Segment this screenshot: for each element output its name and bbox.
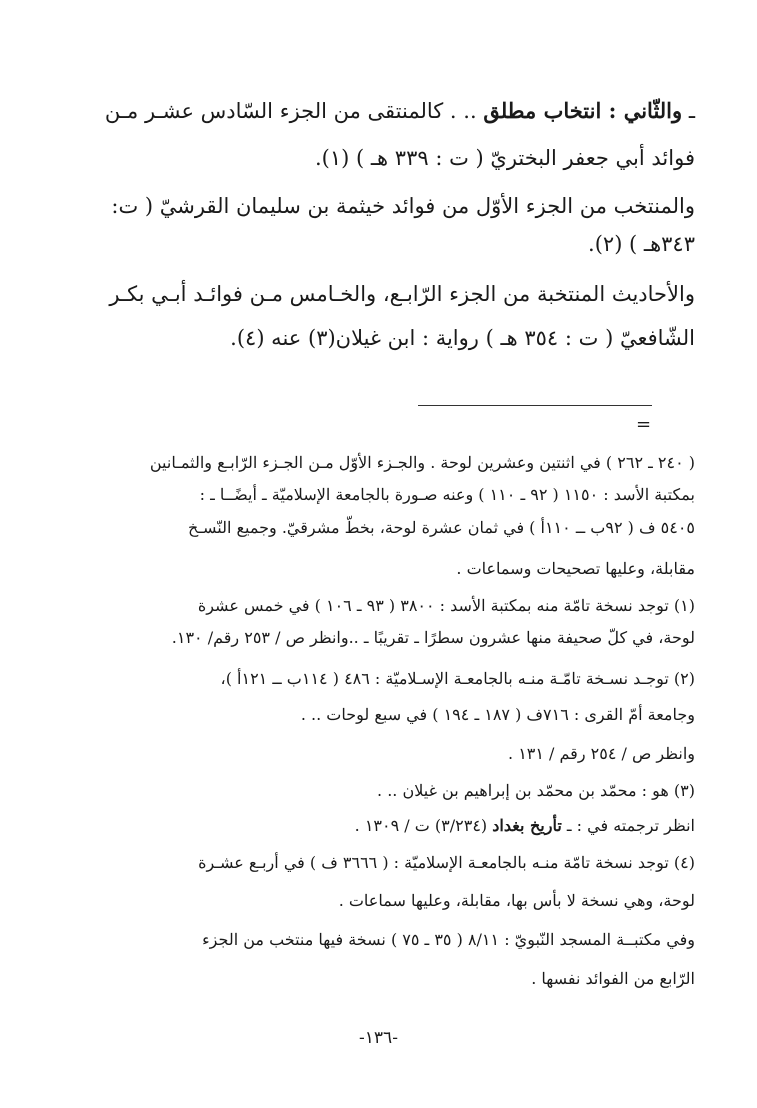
- footnote-continuation-line: ٥٤٠٥ ف ( ٩٢ب ــ ١١٠أ ) في ثمان عشرة لوحة، بخطّ مشرقيّ. وجميع النّسـخ: [188, 518, 695, 537]
- footnote-2-line: وجامعة أمّ القرى : ٧١٦ف ( ١٨٧ ـ ١٩٤ ) في سبع لوحات .. .: [300, 705, 695, 724]
- paragraph-2-line-1: والمنتخب من الجزء الأوّل من فوائد خيثمة بن سليمان القرشيّ ( ت:: [111, 194, 695, 218]
- footnote-1-line: (١) توجد نسخة تامّة منه بمكتبة الأسد : ٣٨٠٠ ( ٩٣ ـ ١٠٦ ) في خمس عشرة: [197, 596, 695, 615]
- page-number: -١٣٦-: [359, 1028, 398, 1048]
- footnote-3-line: (٣) هو : محمّد بن محمّد بن إبراهيم بن غيلان .. .: [377, 781, 695, 800]
- footnote-1-line: لوحة، في كلّ صحيفة منها عشرون سطرًا ـ تقريبًا ـ ..وانظر ص / ٢٥٣ رقم/ ١٣٠.: [171, 628, 695, 647]
- paragraph-1-line-2: فوائد أبي جعفر البختريّ ( ت : ٣٣٩ هـ ) (١).: [315, 146, 695, 170]
- dash: ـ: [688, 99, 695, 123]
- paragraph-text: .. . كالمنتقى من الجزء السّادس عشـر مـن: [104, 99, 477, 123]
- bold-heading-phrase: والثّاني : انتخاب مطلق: [483, 98, 683, 123]
- footnote-separator-rule: [418, 405, 652, 406]
- footnote-2-line: وانظر ص / ٢٥٤ رقم / ١٣١ .: [508, 744, 695, 763]
- footnote-2-line: (٢) توجـد نسـخة تامّـة منـه بالجامعـة الإسـلاميّة : ٤٨٦ ( ١١٤ب ــ ١٢١أ )،: [220, 669, 695, 688]
- paragraph-3-line-1: والأحاديث المنتخبة من الجزء الرّابـع، والخـامس مـن فوائـد أبـي بكـر: [109, 282, 695, 306]
- footnote-continuation-line: بمكتبة الأسد : ١١٥٠ ( ٩٢ ـ ١١٠ ) وعنه صـورة بالجامعة الإسلاميّة ـ أيضًــا ـ :: [199, 485, 695, 504]
- footnote-4-line: وفي مكتبــة المسجد النّبويّ : ٨/١١ ( ٣٥ ـ ٧٥ ) نسخة فيها منتخب من الجزء: [202, 930, 695, 949]
- paragraph-3-line-2: الشّافعيّ ( ت : ٣٥٤ هـ ) رواية : ابن غيلان(٣) عنه (٤).: [230, 326, 695, 350]
- footnote-continuation-line: ( ٢٤٠ ـ ٢٦٢ ) في اثنتين وعشرين لوحة . والجـزء الأوّل مـن الجـزء الرّابـع والثمـانين: [149, 453, 695, 472]
- continuation-mark: =: [636, 414, 652, 435]
- footnote-4-line: الرّابع من الفوائد نفسها .: [531, 969, 695, 988]
- paragraph-2-line-2: ٣٤٣هـ ) (٢).: [588, 232, 695, 256]
- paragraph-1-line-1: [80, 98, 695, 123]
- footnote-4-line: (٤) توجد نسخة تامّة منـه بالجامعـة الإسلاميّة : ( ٣٦٦٦ ف ) في أربـع عشـرة: [198, 853, 695, 872]
- footnote-continuation-line: مقابلة، وعليها تصحيحات وسماعات .: [456, 559, 695, 578]
- footnote-3-line: انظر ترجمته في : ـ تأريخ بغداد (٣/٢٣٤) ت / ١٣٠٩ .: [354, 816, 695, 835]
- book-title: تأريخ بغداد: [492, 816, 562, 835]
- footnote-4-line: لوحة، وهي نسخة لا بأس بها، مقابلة، وعليها سماعات .: [338, 891, 695, 910]
